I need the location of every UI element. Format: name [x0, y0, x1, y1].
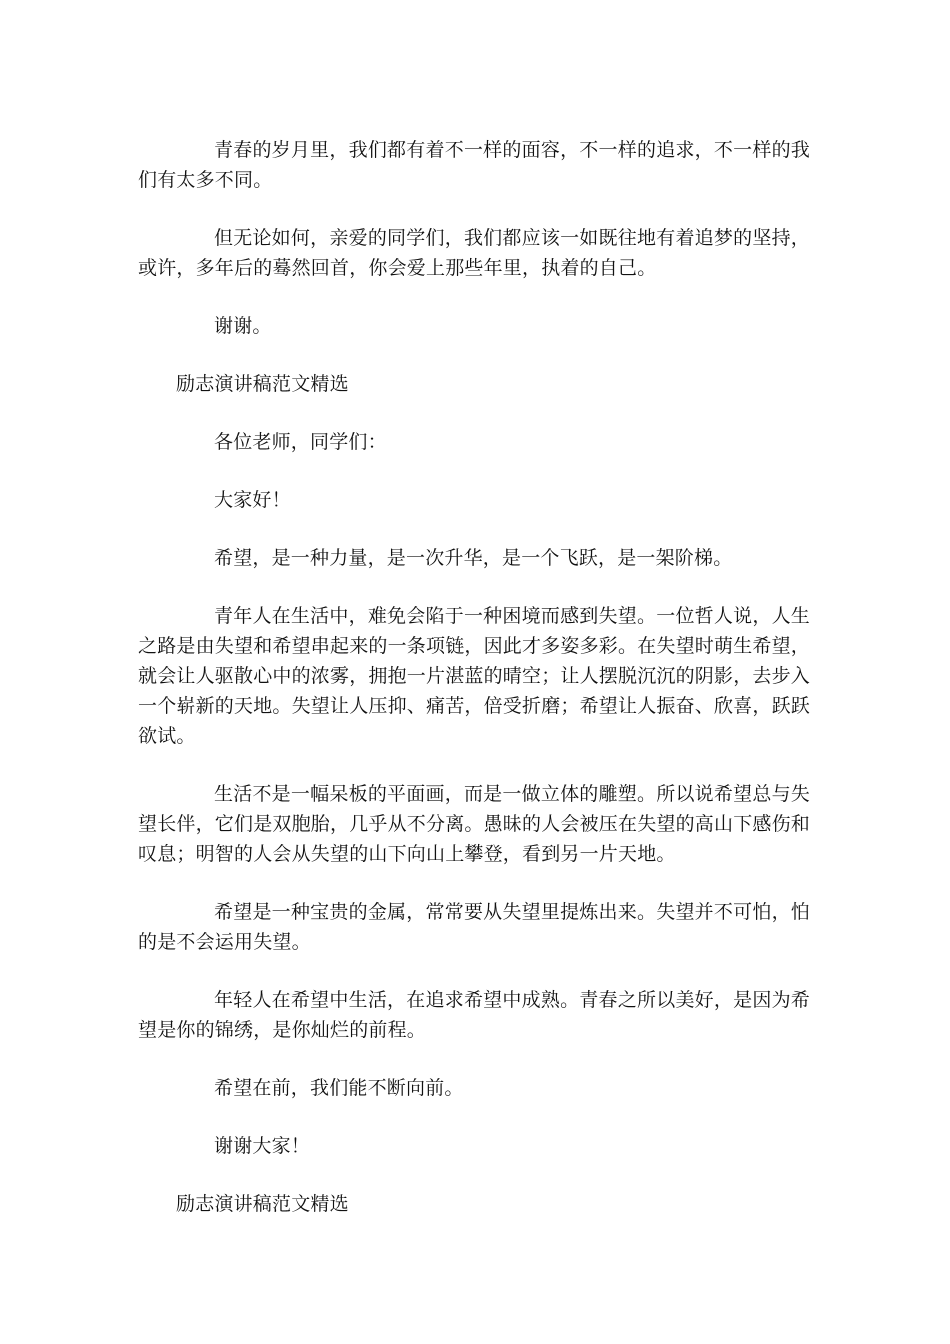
paragraph: 生活不是一幅呆板的平面画，而是一做立体的雕塑。所以说希望总与失望长伴，它们是双胞胎，几乎从不分离。愚昧的人会被压在失望的高山下感伤和叹息；明智的人会从失望的山下向山上攀登，看到另一片天地。: [138, 783, 811, 865]
paragraph: 青春的岁月里，我们都有着不一样的面容，不一样的追求，不一样的我们有太多不同。: [138, 139, 810, 191]
closing-thanks: 谢谢大家！: [214, 1135, 311, 1157]
closing-thanks: 谢谢。: [214, 315, 272, 337]
hello: 大家好！: [214, 489, 291, 511]
paragraph: 年轻人在希望中生活，在追求希望中成熟。青春之所以美好，是因为希望是你的锦绣，是你灿烂的前程。: [138, 989, 810, 1041]
paragraph: 希望在前，我们能不断向前。: [214, 1077, 464, 1099]
paragraph: 青年人在生活中，难免会陷于一种困境而感到失望。一位哲人说，人生之路是由失望和希望串起来的一条项链，因此才多姿多彩。在失望时萌生希望，就会让人驱散心中的浓雾，拥抱一片湛蓝的晴空；让人摆脱沉沉的阴影，去步入一个崭新的天地。失望让人压抑、痛苦，倍受折磨；希望让人振奋、欣喜，跃跃欲试。: [138, 605, 811, 747]
document-body: [138, 135, 810, 1247]
paragraph: 但无论如何，亲爱的同学们，我们都应该一如既往地有着追梦的坚持，或许，多年后的蓦然回首，你会爱上那些年里，执着的自己。: [138, 227, 810, 279]
paragraph: 希望，是一种力量，是一次升华，是一个飞跃，是一架阶梯。: [214, 547, 733, 569]
paragraph: 希望是一种宝贵的金属，常常要从失望里提炼出来。失望并不可怕，怕的是不会运用失望。: [138, 901, 810, 953]
section-title: 励志演讲稿范文精选: [176, 373, 349, 395]
section-title: 励志演讲稿范文精选: [176, 1193, 349, 1215]
greeting: 各位老师，同学们：: [214, 431, 387, 453]
